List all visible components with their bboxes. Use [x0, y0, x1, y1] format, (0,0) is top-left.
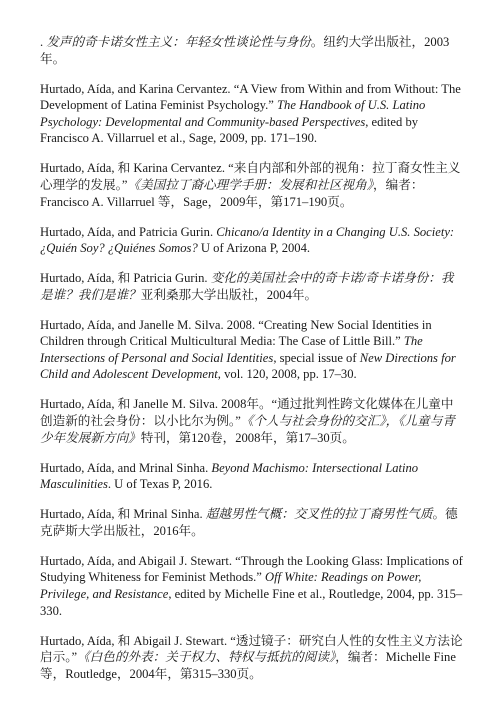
- entry-text: Hurtado, Aída, 和 Janelle M. Silva. 2008年。“通过批判性跨文化媒体在儿童中创造新的社会身份：以小比尔为例。”: [40, 397, 454, 429]
- bibliography-entry: [40, 633, 465, 683]
- entry-title-italic: Off White: Readings on Power, Privilege, and Resistance: [40, 570, 422, 601]
- entry-text: Hurtado, Aída, 和 Mrinal Sinha.: [40, 507, 206, 522]
- entry-text: Hurtado, Aída, and Karina Cervantez. “A View from Within and from Without: The Development of Latina Feminist Psychology.”: [40, 81, 461, 113]
- entry-text: 。纽约大学出版社，2003年。: [40, 35, 450, 66]
- entry-text: ，编者：Francisco A. Villarruel 等，Sage，2009年，第171–190页。: [40, 177, 424, 209]
- entry-title-italic: Chicano/a Identity in a Changing U.S. Society: ¿Quién Soy? ¿Quiénes Somos?: [40, 224, 455, 256]
- entry-text: Hurtado, Aída, 和 Patricia Gurin.: [40, 271, 211, 286]
- bibliography-entry: [40, 506, 465, 539]
- bibliography-entry: [40, 160, 465, 210]
- entry-title-italic: 变化的美国社会中的奇卡诺/奇卡诺身份：我是谁？我们是谁？: [40, 271, 454, 302]
- entry-text: ，编者：Michelle Fine 等，Routledge，2004年，第315–330页。: [40, 650, 456, 681]
- entry-title-italic: The Intersections of Personal and Social Identities: [40, 334, 423, 365]
- entry-text: 特刊，第120卷，2008年，第17–30页。: [140, 430, 355, 445]
- bibliography-entry: [40, 34, 465, 67]
- entry-text: .: [40, 35, 47, 49]
- entry-text: Hurtado, Aída, 和 Abigail J. Stewart. “透过镜子：研究白人性的女性主义方法论启示。”: [40, 633, 463, 665]
- bibliography-page: [40, 34, 465, 682]
- bibliography-entry: [40, 553, 465, 619]
- bibliography-entry: [40, 396, 465, 446]
- bibliography-entry: [40, 81, 465, 147]
- entry-text: 亚利桑那大学出版社，2004年。: [140, 287, 318, 302]
- entry-text: Hurtado, Aída, and Janelle M. Silva. 2008. “Creating New Social Identities in Children through Critical Multicultural Media: The Case of Little Bill.”: [40, 317, 432, 349]
- entry-title-italic: 《美国拉丁裔心理学手册：发展和社区视角》: [127, 177, 374, 192]
- entry-text: Hurtado, Aída, and Patricia Gurin.: [40, 224, 217, 239]
- entry-title-italic: 《白色的外表：关于权力、特权与抵抗的阅读》: [77, 650, 336, 665]
- entry-journal-italic: New Directions for Child and Adolescent Development: [40, 350, 456, 382]
- bibliography-entry: [40, 224, 465, 257]
- entry-text: Hurtado, Aída, and Mrinal Sinha.: [40, 460, 212, 475]
- bibliography-entry: [40, 270, 465, 303]
- bibliography-entry: [40, 317, 465, 383]
- entry-text: U of Arizona P, 2004.: [197, 241, 311, 256]
- entry-title-italic: 《个人与社会身份的交汇》，《儿童与青少年发展新方向》: [40, 414, 455, 445]
- entry-title-italic: Beyond Machismo: Intersectional Latino Masculinities: [40, 460, 419, 492]
- entry-text: , vol. 120, 2008, pp. 17–30.: [217, 367, 357, 382]
- entry-title-italic: 发声的奇卡诺女性主义：年轻女性谈论性与身份: [46, 35, 311, 49]
- entry-text: , edited by Michelle Fine et al., Routledge, 2004, pp. 315–330.: [40, 586, 463, 618]
- entry-title-italic: The Handbook of U.S. Latino Psychology: Developmental and Community-based Perspectives: [40, 98, 426, 129]
- entry-text: Hurtado, Aída, and Abigail J. Stewart. “Through the Looking Glass: Implications of Studying Whiteness for Feminist Methods.”: [40, 553, 463, 585]
- entry-text: Hurtado, Aída, 和 Karina Cervantez. “来自内部和外部的视角：拉丁裔女性主义心理学的发展。”: [40, 161, 461, 192]
- entry-text: , special issue of: [273, 350, 360, 365]
- entry-text: , edited by Francisco A. Villarruel et al., Sage, 2009, pp. 171–190.: [40, 114, 419, 146]
- entry-text: . U of Texas P, 2016.: [107, 477, 213, 492]
- entry-title-italic: 超越男性气概：交叉性的拉丁裔男性气质: [205, 507, 433, 522]
- bibliography-entry: [40, 460, 465, 493]
- entry-text: 。德克萨斯大学出版社，2016年。: [40, 507, 458, 538]
